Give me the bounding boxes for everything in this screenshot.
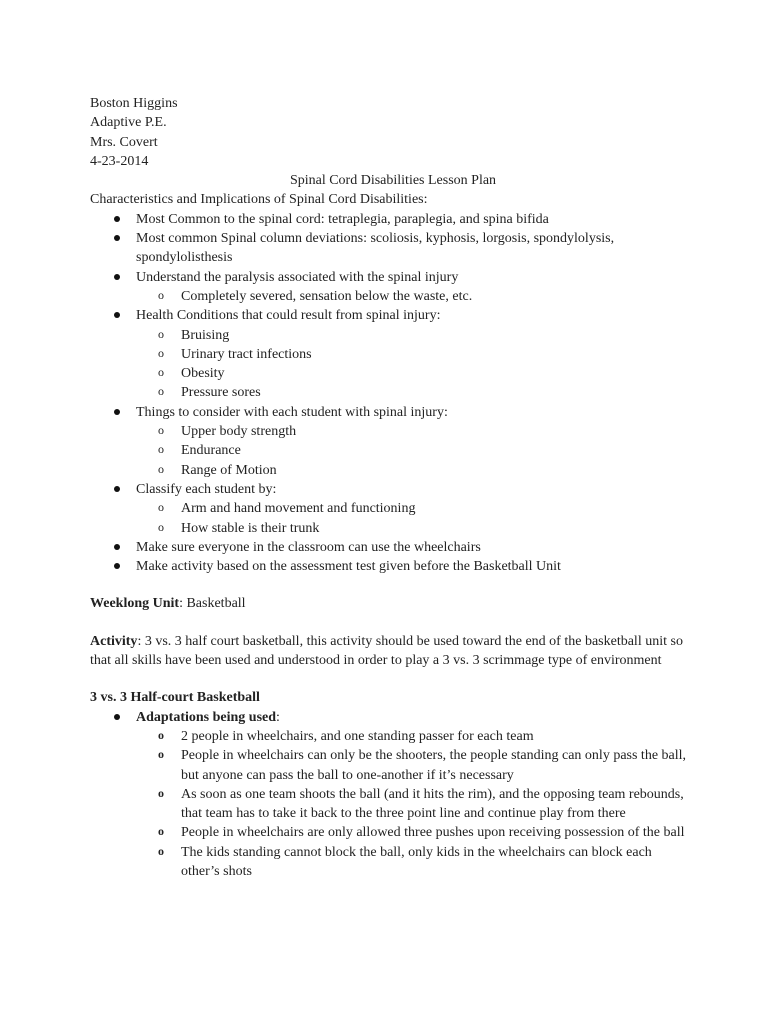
activity-label: Activity xyxy=(90,633,138,649)
author-name: Boston Higgins xyxy=(90,96,178,111)
sub-list-item: o Endurance xyxy=(90,441,690,460)
sub-list xyxy=(136,422,690,480)
sub-list-item: o Bruising xyxy=(90,326,690,345)
course-name: Adaptive P.E. xyxy=(90,115,167,131)
weeklong-value: : Basketball xyxy=(179,596,246,612)
weeklong-unit xyxy=(90,594,690,613)
list-item: Classify each student by: o Arm and hand movement and functioning o How stable is their trunk xyxy=(90,480,690,538)
list-item: Most common Spinal column deviations: scoliosis, kyphosis, lorgosis, spondylolysis, spondylolisthesis xyxy=(90,229,690,268)
characteristics-list xyxy=(90,210,690,577)
list-item: Adaptations being used: o 2 people in wheelchairs, and one standing passer for each team o People in wheelchairs can only be the shooters, the people standing can only pass the ball, but anyone can pass the ball to one-another if it’s necessary o As soon as one team shoots the ball (and it hits the rim), and the opposing team rebounds, that team has to take it back to the three point line and continue play from there o People in wheelchairs are only allowed three pushes upon receiving possession of the ball o The kids standing cannot block the ball, only kids in the wheelchairs can block each other’s shots xyxy=(90,708,690,882)
spacer xyxy=(90,614,690,632)
sub-list-item: o Upper body strength xyxy=(90,422,690,441)
section-heading-half-court: 3 vs. 3 Half-court Basketball xyxy=(90,690,260,706)
adaptations-label: Adaptations being used xyxy=(136,709,277,725)
sub-list xyxy=(136,326,690,403)
sub-list-item: o People in wheelchairs can only be the shooters, the people standing can only pass the ball, but anyone can pass the ball to one-another if it’s necessary xyxy=(90,746,690,785)
teacher-name: Mrs. Covert xyxy=(90,134,158,150)
sub-list-item: o Range of Motion xyxy=(90,461,690,480)
activity-value: : 3 vs. 3 half court basketball, this activity should be used toward the end of the basketball unit so that all skills have been used and understood in order to play a 3 vs. 3 scrimmage type of environment xyxy=(90,633,683,669)
adaptations-sub-list xyxy=(136,727,690,881)
list-item: Most Common to the spinal cord: tetraplegia, paraplegia, and spina bifida xyxy=(90,210,690,229)
sub-list-item: o As soon as one team shoots the ball (and it hits the rim), and the opposing team rebounds, that team has to take it back to the three point line and continue play from there xyxy=(90,785,690,824)
activity-paragraph xyxy=(90,632,690,671)
sub-list xyxy=(136,287,690,306)
document-page xyxy=(90,94,690,881)
list-item: Make activity based on the assessment test given before the Basketball Unit xyxy=(90,557,690,576)
weeklong-label: Weeklong Unit xyxy=(90,596,180,612)
list-item: Understand the paralysis associated with the spinal injury o Completely severed, sensation below the waste, etc. xyxy=(90,268,690,307)
sub-list-item: o Completely severed, sensation below the waste, etc. xyxy=(90,287,690,306)
document-date: 4-23-2014 xyxy=(90,153,149,169)
sub-list-item: o 2 people in wheelchairs, and one standing passer for each team xyxy=(90,727,690,746)
sub-list-item: o People in wheelchairs are only allowed three pushes upon receiving possession of the ball xyxy=(90,823,690,842)
sub-list-item: o The kids standing cannot block the ball, only kids in the wheelchairs can block each other’s shots xyxy=(90,843,690,882)
sub-list-item: o Obesity xyxy=(90,364,690,383)
spacer xyxy=(90,670,690,688)
sub-list-item: o How stable is their trunk xyxy=(90,519,690,538)
adaptations-list xyxy=(90,708,690,882)
spacer xyxy=(90,576,690,594)
section-heading-characteristics: Characteristics and Implications of Spinal Cord Disabilities: xyxy=(90,192,428,208)
sub-list xyxy=(136,499,690,538)
document-title: Spinal Cord Disabilities Lesson Plan xyxy=(289,173,497,189)
sub-list-item: o Urinary tract infections xyxy=(90,345,690,364)
list-item: Health Conditions that could result from spinal injury: o Bruising o Urinary tract infections o Obesity o Pressure sores xyxy=(90,306,690,402)
list-item: Make sure everyone in the classroom can use the wheelchairs xyxy=(90,538,690,557)
sub-list-item: o Arm and hand movement and functioning xyxy=(90,499,690,518)
sub-list-item: o Pressure sores xyxy=(90,383,690,402)
list-item: Things to consider with each student with spinal injury: o Upper body strength o Endurance o Range of Motion xyxy=(90,403,690,480)
